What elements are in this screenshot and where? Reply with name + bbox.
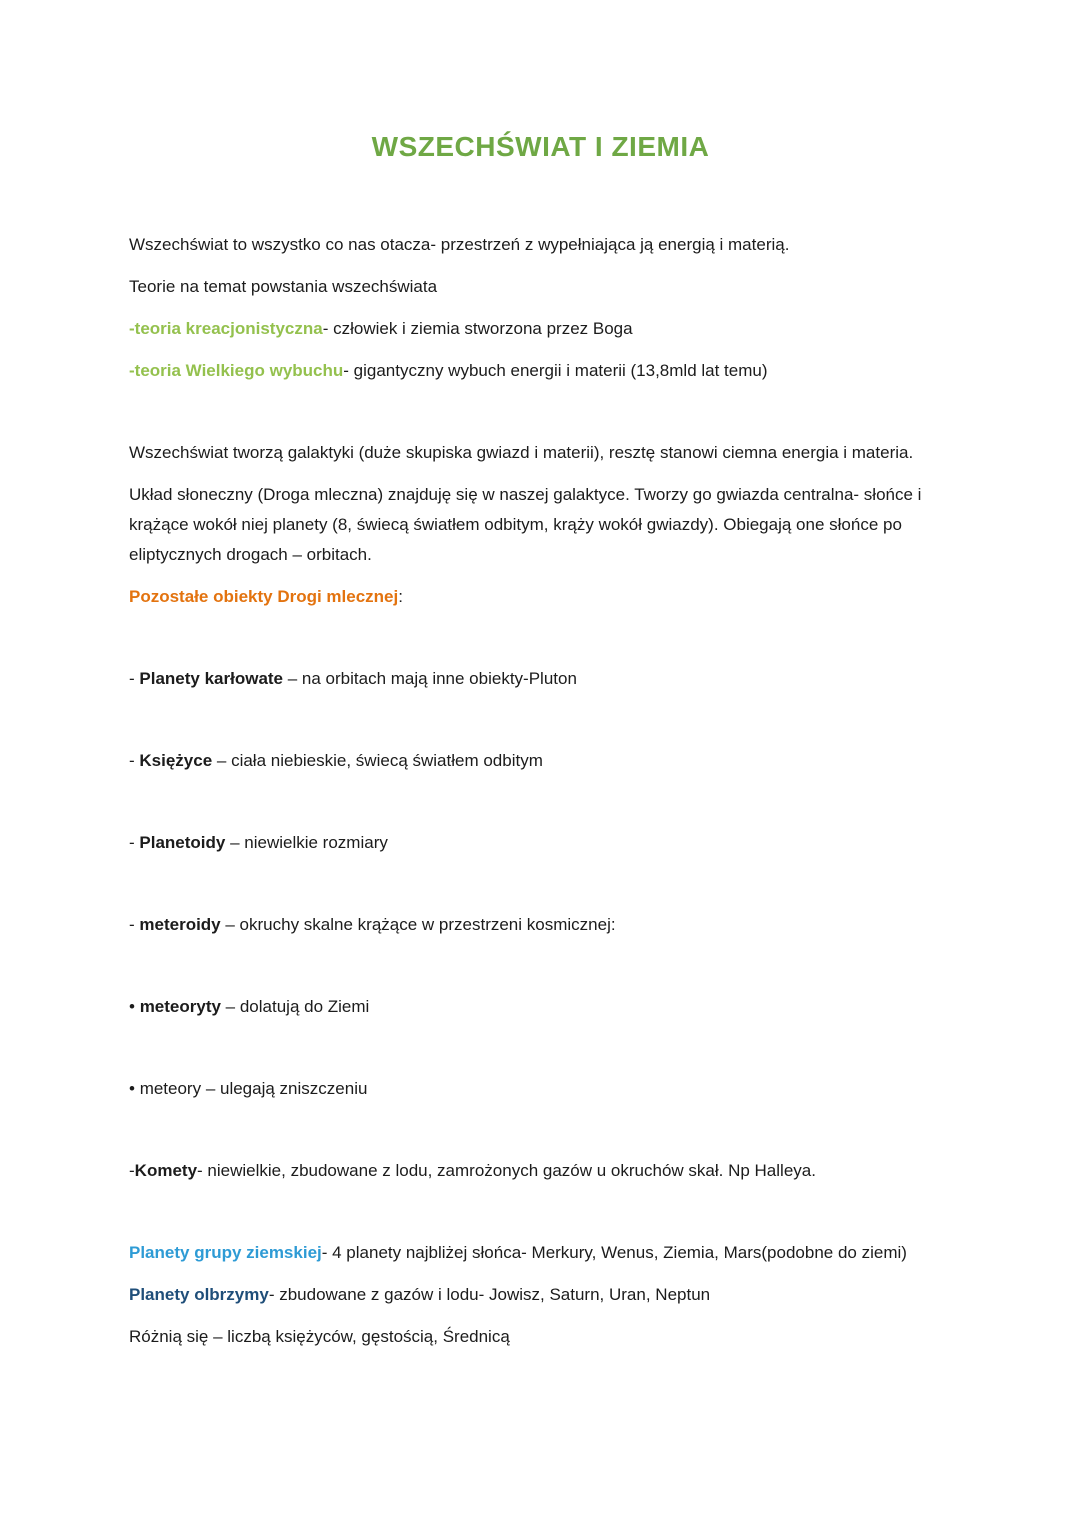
text-giant-planets: - zbudowane z gazów i lodu- Jowisz, Saturn, Uran, Neptun: [268, 1285, 711, 1304]
term-planetoids: Planetoidy: [139, 833, 226, 852]
paragraph-theory-creationist: [129, 314, 952, 344]
list-item-meteorites: [129, 992, 952, 1022]
list-item-comets: [129, 1156, 952, 1186]
bullet-meteors: •: [129, 1079, 140, 1098]
text-dwarf-planets: – na orbitach mają inne obiekty-Pluton: [283, 669, 577, 688]
text-terrestrial-planets: - 4 planety najbliżej słońca- Merkury, Wenus, Ziemia, Mars(podobne do ziemi): [321, 1243, 907, 1262]
document-title: WSZECHŚWIAT I ZIEMIA: [371, 131, 710, 162]
term-theory-bigbang: -teoria Wielkiego wybuchu: [129, 361, 344, 380]
dash-moons: -: [129, 751, 140, 770]
paragraph-terrestrial-planets: [129, 1238, 952, 1268]
list-item-meteoroids: [129, 910, 952, 940]
paragraph-theories-intro: Teorie na temat powstania wszechświata: [129, 277, 438, 296]
list-item-dwarf-planets: [129, 664, 952, 694]
text-planetoids: – niewielkie rozmiary: [225, 833, 388, 852]
paragraph-universe-definition: Wszechświat to wszystko co nas otacza- przestrzeń z wypełniająca ją energią i materią.: [129, 235, 790, 254]
list-item-meteors: [129, 1074, 952, 1104]
term-meteoroids: meteroidy: [139, 915, 221, 934]
text-milkyway-objects-colon: :: [398, 587, 403, 606]
paragraph-solar-system: Układ słoneczny (Droga mleczna) znajduję się w naszej galaktyce. Tworzy go gwiazda centralna- słońce i krążące wokół niej planety (8, świecą światłem odbitym, krąży wokół gwiazdy). Obiegają one słońce po eliptycznych drogach – orbitach.: [129, 485, 922, 564]
list-item-planetoids: [129, 828, 952, 858]
list-item-moons: [129, 746, 952, 776]
paragraph-galaxies: Wszechświat tworzą galaktyki (duże skupiska gwiazd i materii), resztę stanowi ciemna energia i materia.: [129, 443, 914, 462]
term-milkyway-objects: Pozostałe obiekty Drogi mlecznej: [129, 587, 399, 606]
term-terrestrial-planets: Planety grupy ziemskiej: [129, 1243, 322, 1262]
dash-meteoroids: -: [129, 915, 140, 934]
paragraph-giant-planets: [129, 1280, 952, 1310]
term-meteorites: meteoryty: [139, 997, 221, 1016]
paragraph-theory-bigbang: [129, 356, 952, 386]
text-comets: - niewielkie, zbudowane z lodu, zamrożonych gazów u okruchów skał. Np Halleya.: [197, 1161, 816, 1180]
dash-comets: -: [129, 1161, 135, 1180]
term-moons: Księżyce: [139, 751, 213, 770]
text-meteors: meteory – ulegają zniszczeniu: [139, 1079, 368, 1098]
text-theory-creationist: - człowiek i ziemia stworzona przez Boga: [322, 319, 633, 338]
dash-dwarf-planets: -: [129, 669, 140, 688]
dash-planetoids: -: [129, 833, 140, 852]
term-giant-planets: Planety olbrzymy: [129, 1285, 269, 1304]
text-meteorites: – dolatują do Ziemi: [220, 997, 370, 1016]
term-theory-creationist: -teoria kreacjonistyczna: [129, 319, 323, 338]
text-meteoroids: – okruchy skalne krążące w przestrzeni kosmicznej:: [220, 915, 616, 934]
heading-milkyway-objects: [129, 582, 952, 612]
term-comets: Komety: [134, 1161, 198, 1180]
term-dwarf-planets: Planety karłowate: [139, 669, 284, 688]
text-theory-bigbang: - gigantyczny wybuch energii i materii (13,8mld lat temu): [343, 361, 768, 380]
paragraph-differences: Różnią się – liczbą księżyców, gęstością, Średnicą: [129, 1327, 510, 1346]
text-moons: – ciała niebieskie, świecą światłem odbitym: [212, 751, 543, 770]
bullet-meteorites: •: [129, 997, 140, 1016]
